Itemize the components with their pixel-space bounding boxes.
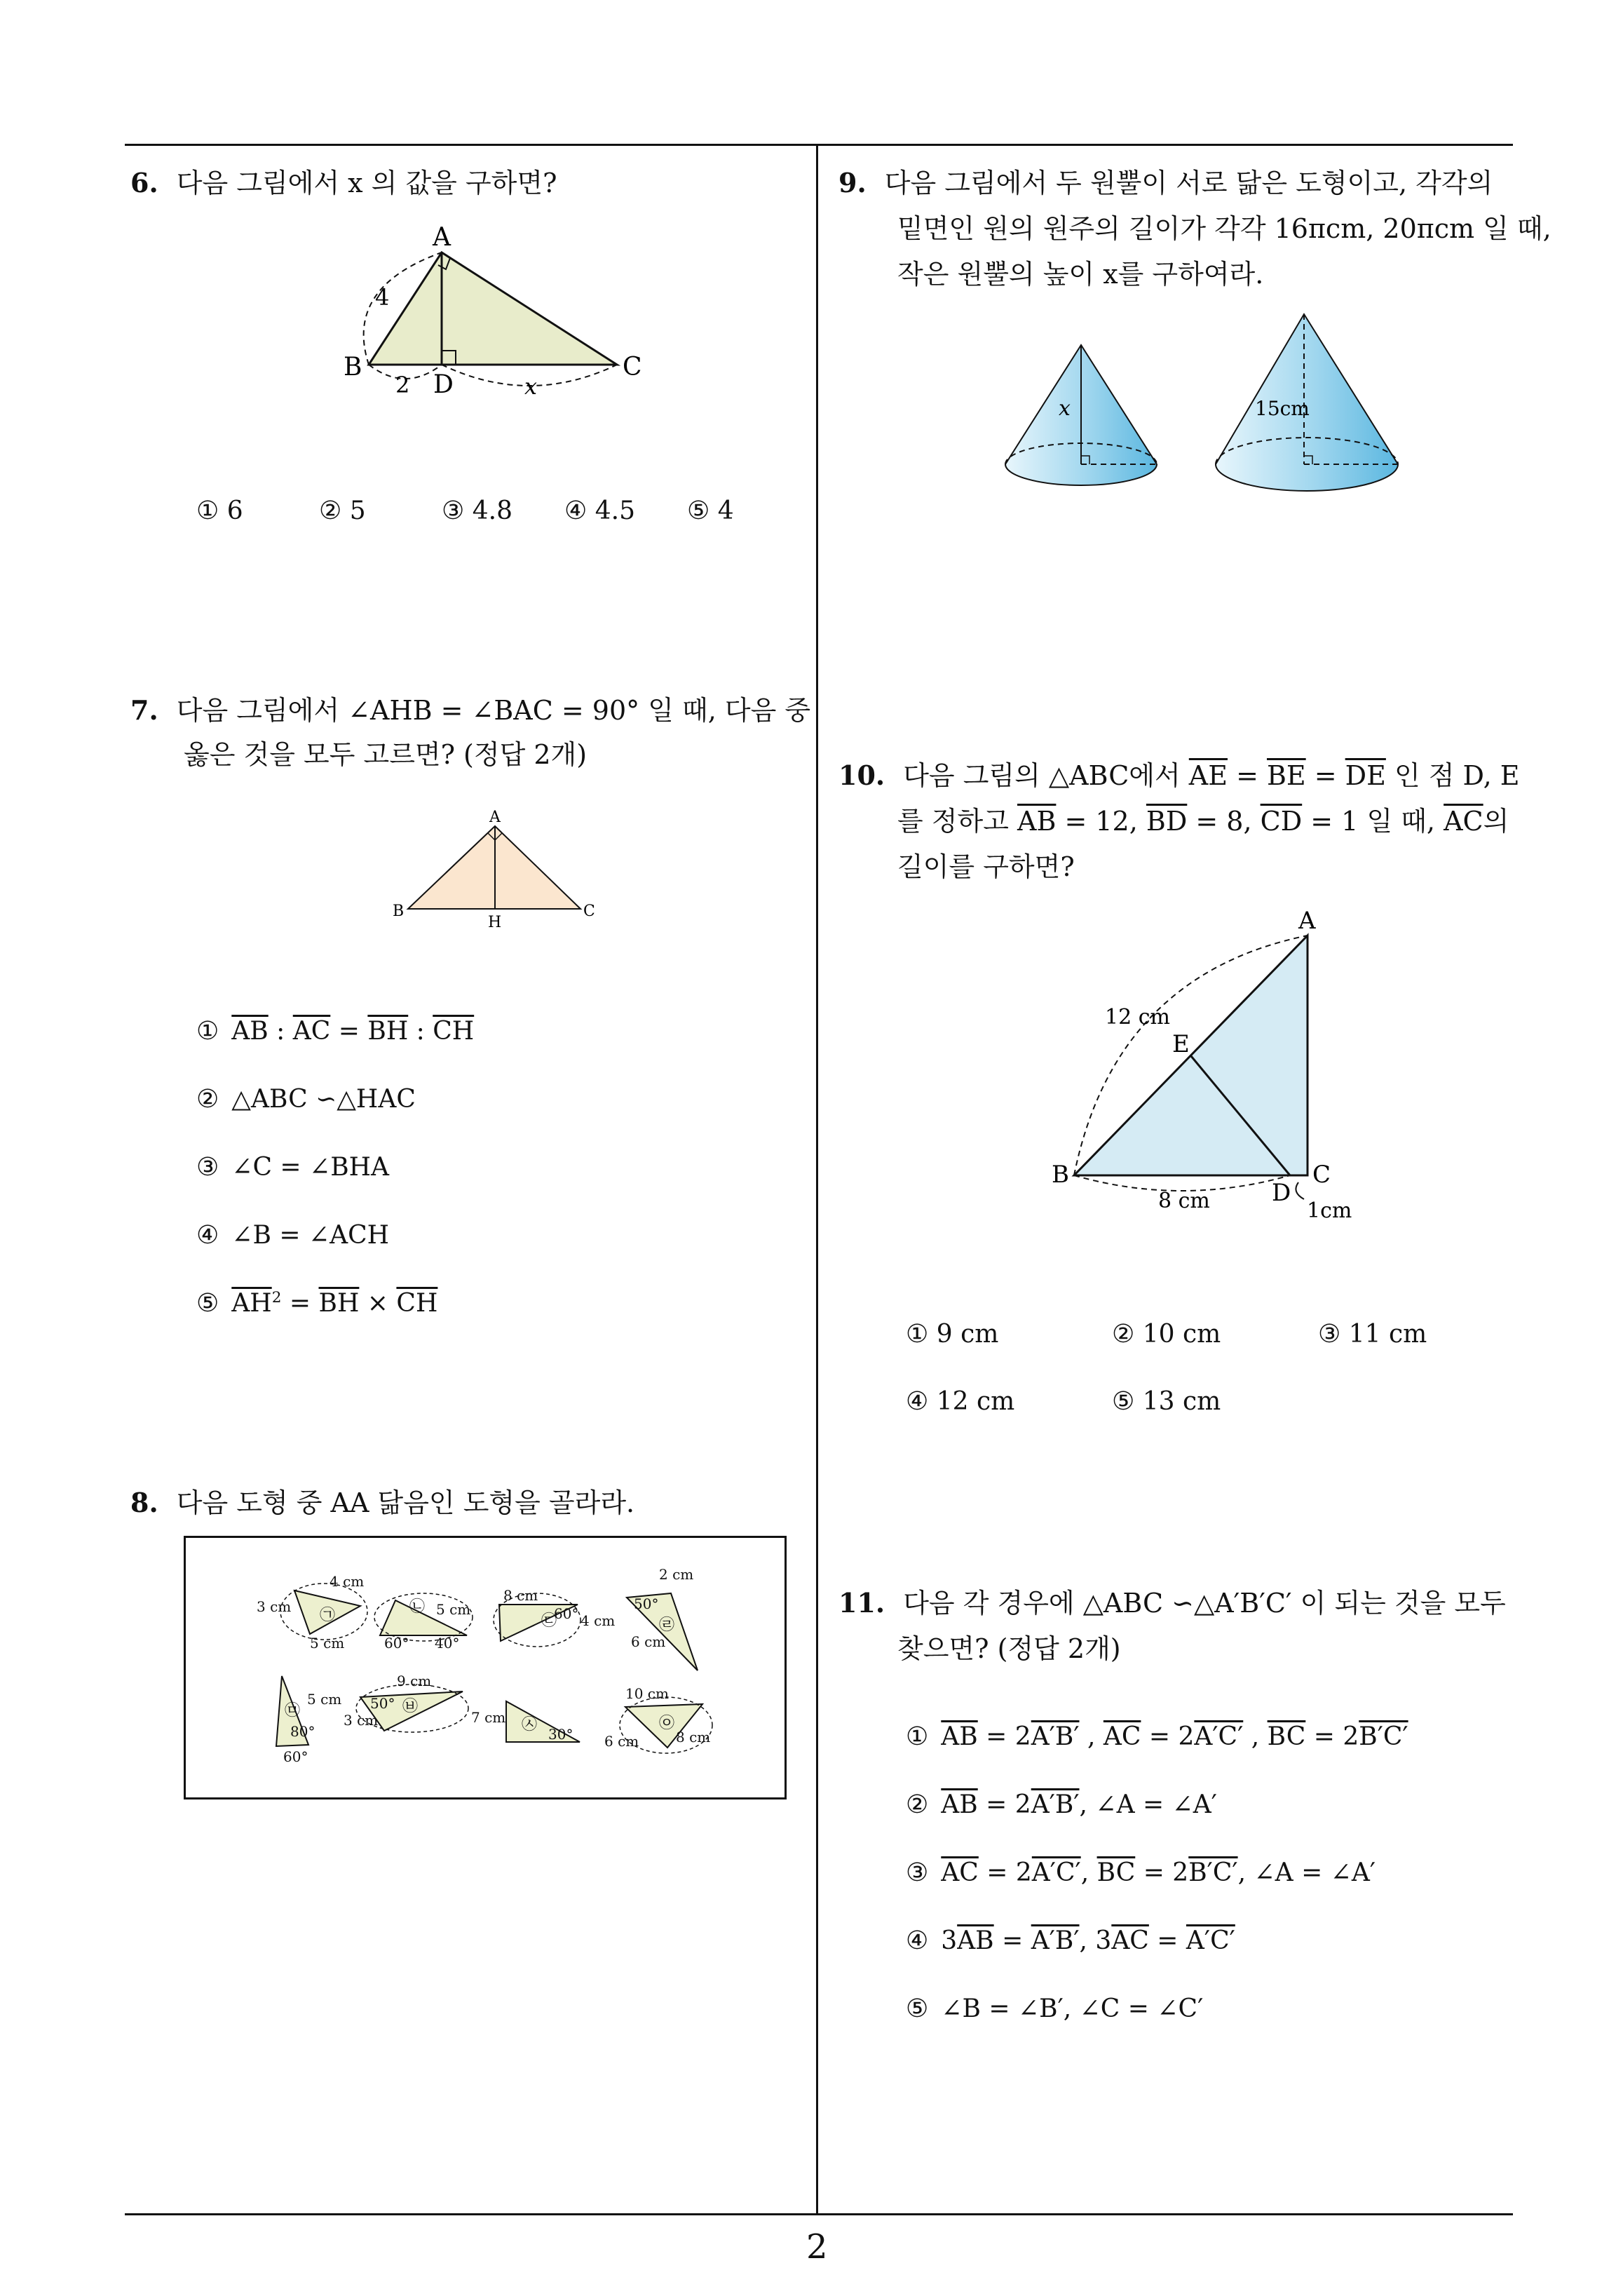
- overlined-segment: $\overline{CH}$: [433, 1017, 475, 1046]
- math-text: :: [408, 1017, 433, 1046]
- overlined-segment: $\overline{AB}$: [231, 1017, 269, 1046]
- q7-option-1[interactable]: [196, 1017, 474, 1046]
- math-text: = 2: [977, 1790, 1031, 1819]
- q7-opt3-math: [231, 1153, 389, 1182]
- math-text: = 2: [1141, 1722, 1195, 1751]
- q7-opt4-math: [231, 1221, 389, 1250]
- overlined-segment: $\overline{AC}$: [1111, 1926, 1149, 1955]
- q9-cones-figure: [1003, 309, 1409, 505]
- label-h: H: [488, 914, 502, 931]
- math-text: ,: [1079, 1722, 1103, 1751]
- overlined-segment: $\overline{DE}$: [1345, 760, 1386, 791]
- option-number: ④: [906, 1926, 929, 1955]
- math-text: 의: [1483, 806, 1509, 837]
- overlined-segment: $\overline{BH}$: [318, 1289, 360, 1318]
- question-11: [838, 1581, 1533, 1625]
- overlined-segment: A′B′: [1031, 1790, 1080, 1819]
- label-c: C: [623, 353, 642, 381]
- q10-triangle-figure: [1038, 905, 1402, 1241]
- question-number: 7.: [130, 694, 158, 726]
- q8-label-8: 60°: [554, 1605, 579, 1622]
- overlined-segment: B′C′: [1359, 1722, 1408, 1751]
- q8-label-13: 9 cm: [397, 1673, 432, 1689]
- overlined-segment: $\overline{AB}$: [1017, 806, 1057, 837]
- q10-option-3[interactable]: ③ 11 cm: [1318, 1320, 1427, 1349]
- q8-label-16: 3 cm: [344, 1712, 379, 1729]
- question-text: 다음 그림에서 x 의 값을 구하면?: [176, 168, 557, 198]
- q7-opt1-math: [231, 1017, 474, 1046]
- label-x: x: [1059, 396, 1071, 421]
- top-rule: [125, 144, 1513, 146]
- question-text-line1: 다음 그림에서 ∠AHB = ∠BAC = 90° 일 때, 다음 중: [176, 695, 811, 726]
- question-text-line1: [903, 760, 1519, 791]
- q10-option-2[interactable]: ② 10 cm: [1112, 1320, 1221, 1349]
- question-6: [130, 161, 803, 205]
- shape-label-4: ㉣: [659, 1616, 675, 1634]
- math-text: =: [330, 1017, 368, 1046]
- label-bd: 2: [395, 372, 410, 398]
- math-text: ∠B = ∠B′, ∠C = ∠C′: [941, 1994, 1204, 2023]
- label-b: B: [393, 903, 405, 920]
- shape-label-8: ㉧: [659, 1715, 675, 1732]
- q6-option-5[interactable]: ⑤ 4: [687, 497, 734, 525]
- q11-opt1-math: [941, 1722, 1408, 1751]
- label-c: C: [1312, 1161, 1331, 1189]
- question-text-line1: 다음 각 경우에 △ABC ∽△A′B′C′ 이 되는 것을 모두: [903, 1588, 1506, 1619]
- overlined-segment: $\overline{BE}$: [1266, 760, 1306, 791]
- shape-label-1: ㉠: [320, 1607, 336, 1624]
- q8-label-10: 2 cm: [659, 1566, 694, 1583]
- question-text: 다음 도형 중 AA 닮음인 도형을 골라라.: [176, 1487, 635, 1518]
- math-text: = 2: [1305, 1722, 1359, 1751]
- q8-label-20: 30°: [548, 1726, 573, 1743]
- math-text: =: [1227, 760, 1267, 791]
- label-d: D: [1272, 1179, 1291, 1207]
- overlined-segment: A′C′: [1031, 1858, 1081, 1887]
- q6-option-4[interactable]: ④ 4.5: [564, 497, 635, 525]
- option-number: ②: [196, 1085, 219, 1114]
- label-15cm: 15cm: [1255, 397, 1310, 420]
- option-number: ③: [906, 1858, 929, 1887]
- q11-opt5-math: [941, 1994, 1203, 2023]
- question-10-line2: [897, 799, 1509, 843]
- q11-opt3-math: [941, 1858, 1376, 1887]
- q11-option-4[interactable]: [906, 1926, 1235, 1955]
- overlined-segment: $\overline{CH}$: [396, 1289, 438, 1318]
- question-10: [838, 754, 1533, 797]
- math-text: =: [1305, 760, 1345, 791]
- q8-label-5: 60°: [384, 1635, 409, 1652]
- label-cd: 1cm: [1307, 1198, 1352, 1223]
- math-text: = 12,: [1056, 806, 1146, 837]
- q8-label-21: 10 cm: [625, 1685, 669, 1702]
- shape-label-3: ㉢: [541, 1612, 557, 1630]
- overlined-segment: A′C′: [1186, 1926, 1235, 1955]
- q6-option-1[interactable]: ① 6: [196, 497, 243, 525]
- label-ab: 12 cm: [1105, 1005, 1170, 1029]
- overlined-segment: $\overline{BH}$: [367, 1017, 409, 1046]
- math-text: = 1 일 때,: [1302, 806, 1444, 837]
- q8-label-4: 5 cm: [436, 1601, 471, 1618]
- option-number: ②: [906, 1790, 929, 1819]
- overlined-segment: $\overline{BC}$: [1267, 1722, 1306, 1751]
- option-number: ④: [196, 1221, 219, 1250]
- math-text: =: [1148, 1926, 1186, 1955]
- bottom-rule: [125, 2213, 1513, 2215]
- q10-option-1[interactable]: ① 9 cm: [906, 1320, 999, 1349]
- q11-option-2[interactable]: [906, 1790, 1217, 1819]
- question-text-line1: 다음 그림에서 두 원뿔이 서로 닮은 도형이고, 각각의: [884, 168, 1493, 198]
- option-number: ⑤: [906, 1994, 929, 2023]
- math-text: 다음 그림의 △ABC에서: [903, 760, 1189, 791]
- math-text: 3: [941, 1926, 958, 1955]
- q8-label-19: 7 cm: [471, 1709, 506, 1726]
- math-text: ,: [1243, 1722, 1268, 1751]
- q11-option-1[interactable]: [906, 1722, 1408, 1751]
- math-text: ∠B = ∠ACH: [231, 1221, 390, 1250]
- overlined-segment: A′B′: [1031, 1722, 1080, 1751]
- overlined-segment: A′C′: [1194, 1722, 1244, 1751]
- superscript: 2: [271, 1289, 282, 1306]
- overlined-segment: $\overline{BC}$: [1096, 1858, 1136, 1887]
- math-text: ×: [359, 1289, 397, 1318]
- shape-label-5: ㉤: [285, 1702, 301, 1720]
- q8-label-23: 8 cm: [676, 1729, 711, 1745]
- math-text: 인 점 D, E: [1385, 760, 1520, 791]
- q7-option-4[interactable]: [196, 1221, 389, 1250]
- q6-triangle-figure: [337, 224, 666, 407]
- question-10-line3: 길이를 구하면?: [897, 851, 1075, 882]
- math-text: △ABC ∽△HAC: [231, 1085, 416, 1114]
- q8-label-17: 80°: [290, 1723, 315, 1740]
- overlined-segment: $\overline{BD}$: [1146, 806, 1188, 837]
- page-number: 2: [806, 2227, 828, 2267]
- q6-option-2[interactable]: ② 5: [319, 497, 366, 525]
- question-7-line2: 옳은 것을 모두 고르면? (정답 2개): [184, 739, 588, 770]
- triangle-abc: [1074, 936, 1308, 1175]
- q6-option-3[interactable]: ③ 4.8: [442, 497, 512, 525]
- q11-opt2-math: [941, 1790, 1217, 1819]
- option-number: ③: [196, 1153, 219, 1182]
- overlined-segment: $\overline{AC}$: [1444, 806, 1483, 837]
- q7-opt5-math: [231, 1289, 437, 1318]
- overlined-segment: B′C′: [1188, 1858, 1238, 1887]
- q8-label-6: 40°: [435, 1635, 460, 1652]
- question-7: [130, 689, 817, 732]
- q8-label-14: 5 cm: [307, 1691, 342, 1708]
- q7-option-3[interactable]: [196, 1153, 389, 1182]
- label-a: A: [433, 224, 451, 252]
- math-text: 를 정하고: [897, 806, 1017, 837]
- overlined-segment: A′B′: [1031, 1926, 1080, 1955]
- overlined-segment: $\overline{AH}$: [231, 1289, 272, 1318]
- q7-option-5[interactable]: [196, 1289, 437, 1318]
- overlined-segment: $\overline{AC}$: [941, 1858, 979, 1887]
- math-text: = 8,: [1187, 806, 1261, 837]
- math-text: ∠C = ∠BHA: [231, 1153, 390, 1182]
- question-number: 10.: [838, 759, 885, 791]
- label-c: C: [583, 903, 595, 920]
- q11-option-5[interactable]: [906, 1994, 1203, 2023]
- q11-opt4-math: [941, 1926, 1235, 1955]
- overlined-segment: $\overline{AB}$: [957, 1926, 994, 1955]
- overlined-segment: $\overline{AB}$: [941, 1790, 978, 1819]
- overlined-segment: $\overline{AB}$: [941, 1722, 978, 1751]
- q8-label-22: 6 cm: [604, 1733, 639, 1750]
- q8-label-9: 4 cm: [580, 1612, 616, 1629]
- math-text: , 3: [1079, 1926, 1112, 1955]
- question-number: 6.: [130, 167, 158, 198]
- q10-option-4[interactable]: ④ 12 cm: [906, 1387, 1015, 1416]
- q8-shapes-figure: [184, 1536, 787, 1799]
- question-8: [130, 1481, 803, 1525]
- shape-label-6: ㉥: [402, 1698, 419, 1715]
- q10-option-5[interactable]: ⑤ 13 cm: [1112, 1387, 1221, 1416]
- q7-option-2[interactable]: [196, 1085, 416, 1114]
- overlined-segment: $\overline{AC}$: [1103, 1722, 1141, 1751]
- question-9-line2: 밑면인 원의 원주의 길이가 각각 16πcm, 20πcm 일 때,: [897, 213, 1551, 244]
- q8-label-12: 6 cm: [631, 1633, 666, 1650]
- q7-opt2-math: [231, 1085, 416, 1114]
- overlined-segment: $\overline{AC}$: [292, 1017, 331, 1046]
- question-number: 11.: [838, 1587, 885, 1619]
- math-text: :: [268, 1017, 293, 1046]
- math-text: = 2: [978, 1858, 1032, 1887]
- math-text: ,: [1080, 1858, 1097, 1887]
- q8-label-18: 60°: [283, 1748, 308, 1765]
- label-e: E: [1172, 1030, 1190, 1058]
- q8-label-15: 50°: [370, 1695, 395, 1712]
- question-number: 9.: [838, 167, 867, 198]
- q11-option-3[interactable]: [906, 1858, 1376, 1887]
- question-9-line3: 작은 원뿔의 높이 x를 구하여라.: [897, 259, 1264, 290]
- math-text: =: [281, 1289, 319, 1318]
- question-11-line2: 찾으면? (정답 2개): [897, 1633, 1121, 1664]
- q8-label-7: 8 cm: [503, 1587, 538, 1604]
- leader-cd: [1296, 1182, 1304, 1199]
- q8-label-3: 5 cm: [310, 1635, 345, 1652]
- math-text: , ∠A = ∠A′: [1237, 1858, 1376, 1887]
- option-number: ①: [196, 1017, 219, 1046]
- label-side-ab: 4: [375, 284, 390, 311]
- shape-label-7: ㉦: [522, 1716, 538, 1734]
- label-bd: 8 cm: [1158, 1189, 1210, 1213]
- label-dc: x: [524, 373, 538, 400]
- label-a: A: [489, 809, 501, 826]
- question-number: 8.: [130, 1487, 158, 1518]
- label-b: B: [1052, 1161, 1069, 1189]
- label-b: B: [344, 353, 362, 381]
- q8-label-2: 3 cm: [257, 1598, 292, 1615]
- q7-triangle-figure: [390, 805, 600, 931]
- label-a: A: [1298, 907, 1316, 935]
- shape-label-2: ㉡: [409, 1598, 426, 1616]
- question-9: [838, 161, 1533, 205]
- column-divider: [816, 144, 818, 2215]
- q8-label-1: 4 cm: [330, 1573, 365, 1590]
- q8-label-11: 50°: [634, 1595, 659, 1612]
- option-number: ⑤: [196, 1289, 219, 1318]
- math-text: , ∠A = ∠A′: [1079, 1790, 1217, 1819]
- overlined-segment: $\overline{AE}$: [1188, 760, 1228, 791]
- overlined-segment: $\overline{CD}$: [1260, 806, 1303, 837]
- math-text: = 2: [977, 1722, 1031, 1751]
- math-text: =: [993, 1926, 1031, 1955]
- option-number: ①: [906, 1722, 929, 1751]
- label-d: D: [433, 370, 454, 399]
- math-text: = 2: [1135, 1858, 1189, 1887]
